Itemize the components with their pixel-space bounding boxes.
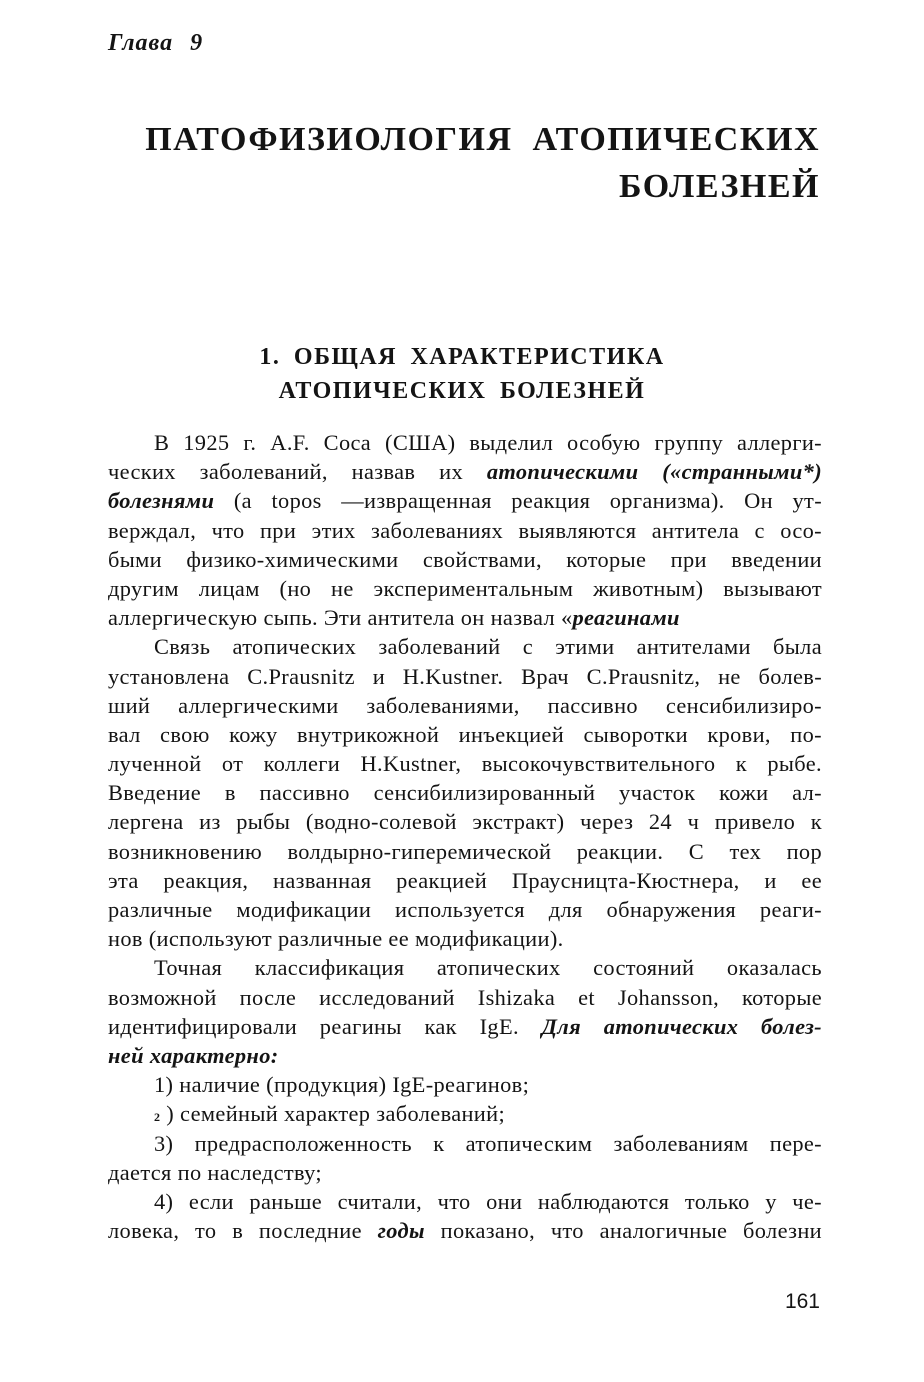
text-line: нов (используют различные ее модификации). bbox=[108, 926, 564, 952]
text-line: ней характерно: bbox=[108, 1042, 279, 1068]
section-title bbox=[108, 340, 816, 408]
text-line: эта реакция, названная реакцией Праусницта-Кюстнера, и ее bbox=[108, 867, 822, 893]
emphasis: реагинами bbox=[572, 605, 680, 631]
text-run: идентифицировали реагины как IgE. bbox=[108, 1013, 542, 1039]
text-run: аллергическую сыпь. Эти антитела он назвал « bbox=[108, 605, 573, 631]
text-line bbox=[108, 486, 822, 515]
chapter-title-line: БОЛЕЗНЕЙ bbox=[619, 168, 820, 205]
text-line bbox=[108, 1216, 822, 1245]
text-run: показано, что аналогичные болезни bbox=[424, 1218, 822, 1244]
text-line: лергена из рыбы (водно-солевой экстракт) через 24 ч привело к bbox=[108, 809, 822, 835]
text-run: ) семейный характер заболеваний; bbox=[160, 1101, 506, 1127]
text-line: Точная классификация атопических состояний оказалась bbox=[154, 955, 822, 981]
list-number: 2 bbox=[154, 1110, 161, 1125]
text-line: лученной от коллеги H.Kustner, высокочувствительного к рыбе. bbox=[108, 751, 822, 777]
emphasis: Для атопических болез- bbox=[541, 1013, 822, 1039]
text-line: вал свою кожу внутрикожной инъекцией сыворотки крови, по- bbox=[108, 721, 822, 747]
text-line: установлена C.Prausnitz и H.Kustner. Врач C.Prausnitz, не болев- bbox=[108, 663, 822, 689]
emphasis: атопическими («странными*) bbox=[486, 459, 822, 485]
text-line: другим лицам (но не экспериментальным животным) вызывают bbox=[108, 575, 822, 601]
text-line: Введение в пассивно сенсибилизированный участок кожи ал- bbox=[108, 780, 822, 806]
emphasis: болезнями bbox=[108, 488, 215, 514]
text-run: ческих заболеваний, назвав их bbox=[108, 459, 487, 485]
chapter-label: Глава 9 bbox=[108, 30, 204, 56]
emphasis: годы bbox=[377, 1218, 425, 1244]
page-number: 161 bbox=[784, 1290, 820, 1313]
chapter-title-line: ПАТОФИЗИОЛОГИЯ АТОПИЧЕСКИХ bbox=[145, 121, 820, 158]
text-line bbox=[108, 457, 822, 486]
chapter-title bbox=[120, 116, 820, 210]
text-line: Связь атопических заболеваний с этими антителами была bbox=[154, 634, 822, 660]
text-line bbox=[108, 603, 822, 632]
text-line: дается по наследству; bbox=[108, 1159, 323, 1185]
text-line: возникновению волдырно-гиперемической реакции. С тех пор bbox=[108, 838, 822, 864]
text-run: ловека, то в последние bbox=[108, 1218, 378, 1244]
list-item: 4) если раньше считали, что они наблюдаются только у че- bbox=[154, 1188, 822, 1214]
text-line: различные модификации используется для обнаружения реаги- bbox=[108, 897, 822, 922]
text-line: быми физико-химическими свойствами, которые при введении bbox=[108, 546, 822, 572]
list-item: 3) предрасположенность к атопическим заболеваниям пере- bbox=[154, 1130, 822, 1156]
text-line bbox=[108, 1012, 822, 1041]
list-item: 1) наличие (продукция) IgE-реагинов; bbox=[154, 1072, 530, 1098]
text-line: ший аллергическими заболеваниями, пассивно сенсибилизиро- bbox=[108, 692, 822, 718]
section-title-line: 1. ОБЩАЯ ХАРАКТЕРИСТИКА bbox=[259, 344, 665, 370]
text-run: (a topos —извращенная реакция организма). Он ут- bbox=[214, 488, 822, 514]
text-line: В 1925 г. A.F. Coca (США) выделил особую группу аллерги- bbox=[154, 430, 822, 455]
body-text bbox=[108, 428, 822, 1245]
list-item bbox=[108, 1099, 822, 1128]
text-line: верждал, что при этих заболеваниях выявляются антитела с осо- bbox=[108, 517, 822, 543]
text-line: возможной после исследований Ishizaka et Johansson, которые bbox=[108, 984, 822, 1010]
section-title-line: АТОПИЧЕСКИХ БОЛЕЗНЕЙ bbox=[278, 378, 646, 404]
